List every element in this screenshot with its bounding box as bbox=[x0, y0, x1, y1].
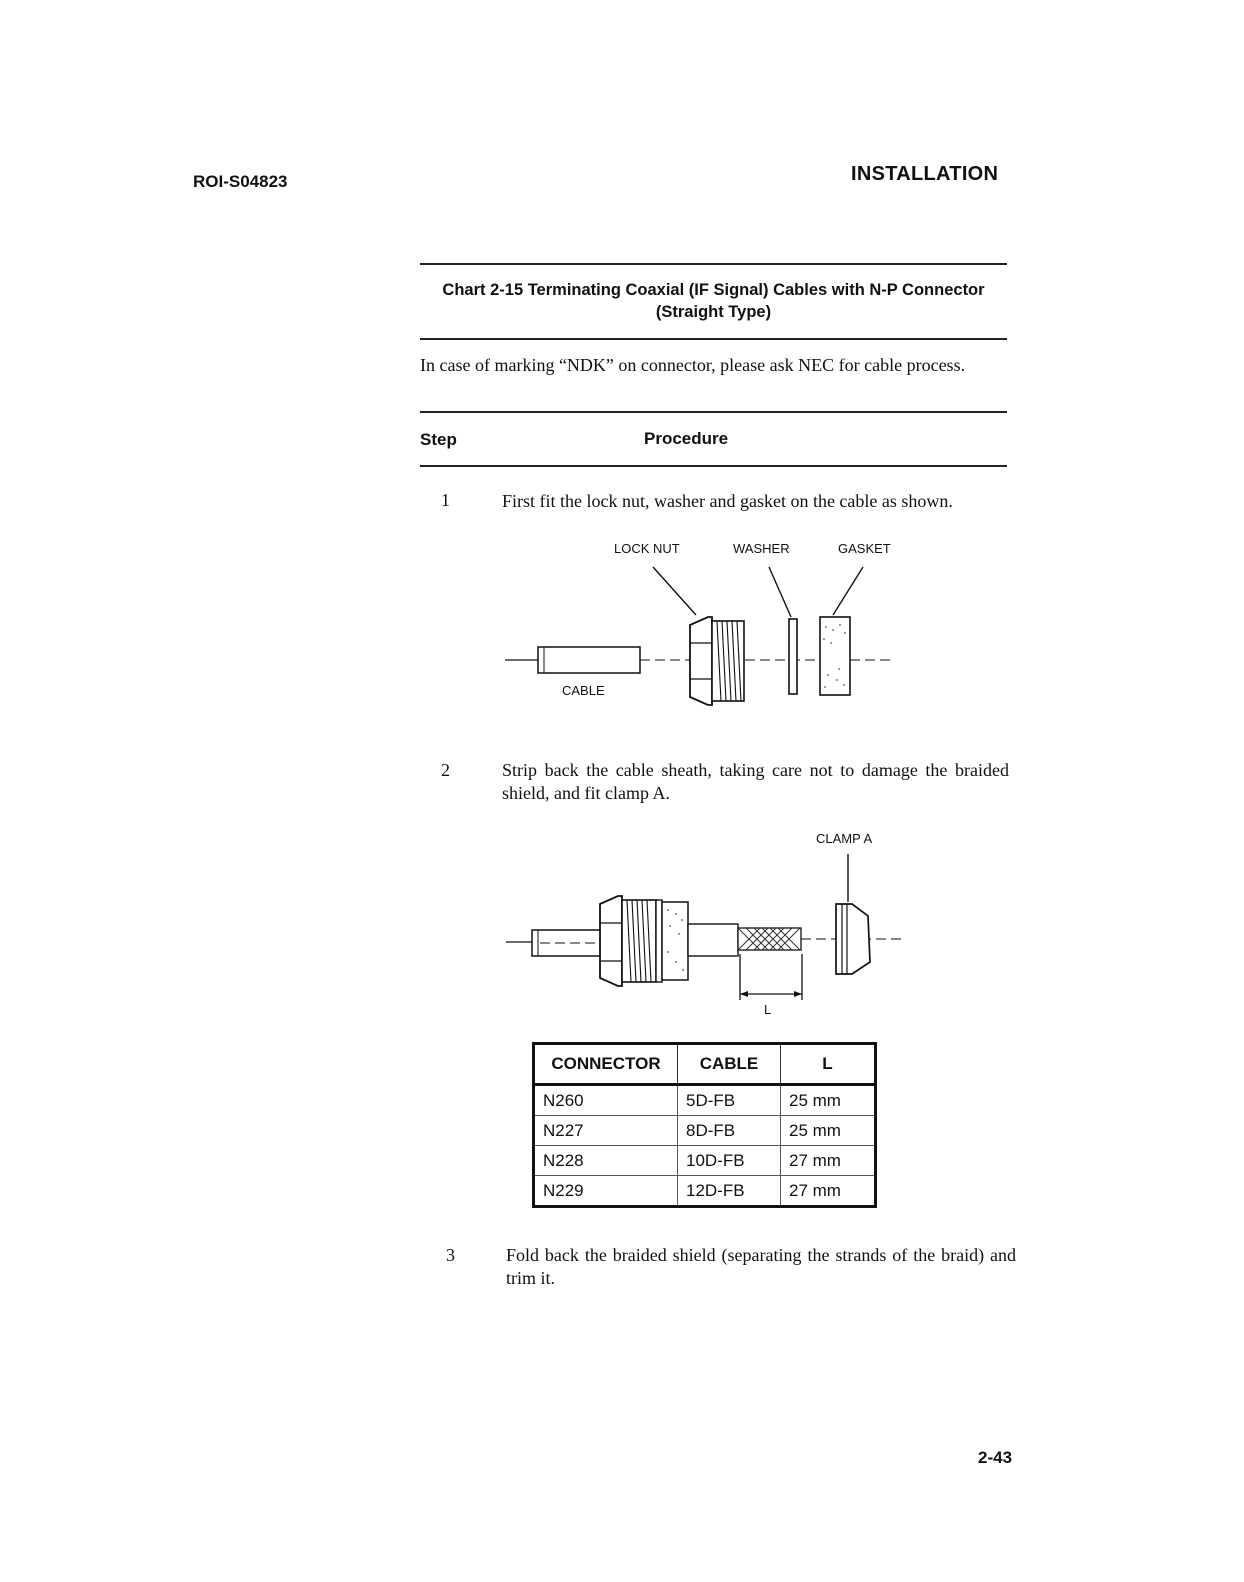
document-id: ROI-S04823 bbox=[193, 172, 288, 191]
cell-cable: 10D-FB bbox=[678, 1146, 781, 1176]
table-row bbox=[534, 1146, 876, 1176]
step-text: Strip back the cable sheath, taking care not to damage the braided shield, and fit clamp A. bbox=[502, 760, 1009, 803]
step-number: 1 bbox=[441, 490, 450, 510]
page-number: 2-43 bbox=[978, 1448, 1013, 1467]
label-cable: CABLE bbox=[562, 683, 605, 698]
divider bbox=[420, 411, 1007, 413]
chart-title bbox=[420, 279, 1007, 323]
cell-length: 27 mm bbox=[781, 1146, 876, 1176]
label-clamp-a: CLAMP A bbox=[816, 831, 873, 846]
step-number: 3 bbox=[446, 1245, 455, 1265]
cell-length: 27 mm bbox=[781, 1176, 876, 1207]
connector-cable-length-table bbox=[532, 1042, 877, 1208]
header-connector: CONNECTOR bbox=[534, 1044, 678, 1085]
strip-cable-clamp-diagram bbox=[500, 822, 910, 1022]
cell-connector: N228 bbox=[534, 1146, 678, 1176]
ndk-note: In case of marking “NDK” on connector, please ask NEC for cable process. bbox=[420, 355, 966, 375]
table-row bbox=[534, 1176, 876, 1207]
cell-connector: N227 bbox=[534, 1116, 678, 1146]
step-text: Fold back the braided shield (separating the strands of the braid) and trim it. bbox=[506, 1245, 1016, 1288]
step-number: 2 bbox=[441, 760, 450, 780]
divider bbox=[420, 465, 1007, 467]
chart-title-line1: Chart 2-15 Terminating Coaxial (IF Signal) Cables with N-P Connector bbox=[442, 281, 985, 299]
cell-length: 25 mm bbox=[781, 1116, 876, 1146]
header-cable: CABLE bbox=[678, 1044, 781, 1085]
label-washer: WASHER bbox=[733, 541, 790, 556]
divider bbox=[420, 263, 1007, 265]
divider bbox=[420, 338, 1007, 340]
cell-connector: N229 bbox=[534, 1176, 678, 1207]
lock-nut-washer-gasket-diagram bbox=[500, 535, 910, 715]
label-length-l: L bbox=[764, 1002, 772, 1017]
table-header-row bbox=[534, 1044, 876, 1085]
table-row bbox=[534, 1085, 876, 1116]
table-row bbox=[534, 1116, 876, 1146]
chart-title-line2: (Straight Type) bbox=[655, 303, 772, 321]
cell-cable: 5D-FB bbox=[678, 1085, 781, 1116]
cell-cable: 12D-FB bbox=[678, 1176, 781, 1207]
cell-cable: 8D-FB bbox=[678, 1116, 781, 1146]
cell-length: 25 mm bbox=[781, 1085, 876, 1116]
label-lock-nut: LOCK NUT bbox=[614, 541, 680, 556]
header-length: L bbox=[781, 1044, 876, 1085]
column-header-step: Step bbox=[420, 430, 457, 449]
section-title: INSTALLATION bbox=[851, 163, 999, 185]
step-text: First fit the lock nut, washer and gasket on the cable as shown. bbox=[502, 491, 953, 511]
column-header-procedure: Procedure bbox=[644, 429, 729, 448]
cell-connector: N260 bbox=[534, 1085, 678, 1116]
label-gasket: GASKET bbox=[838, 541, 891, 556]
